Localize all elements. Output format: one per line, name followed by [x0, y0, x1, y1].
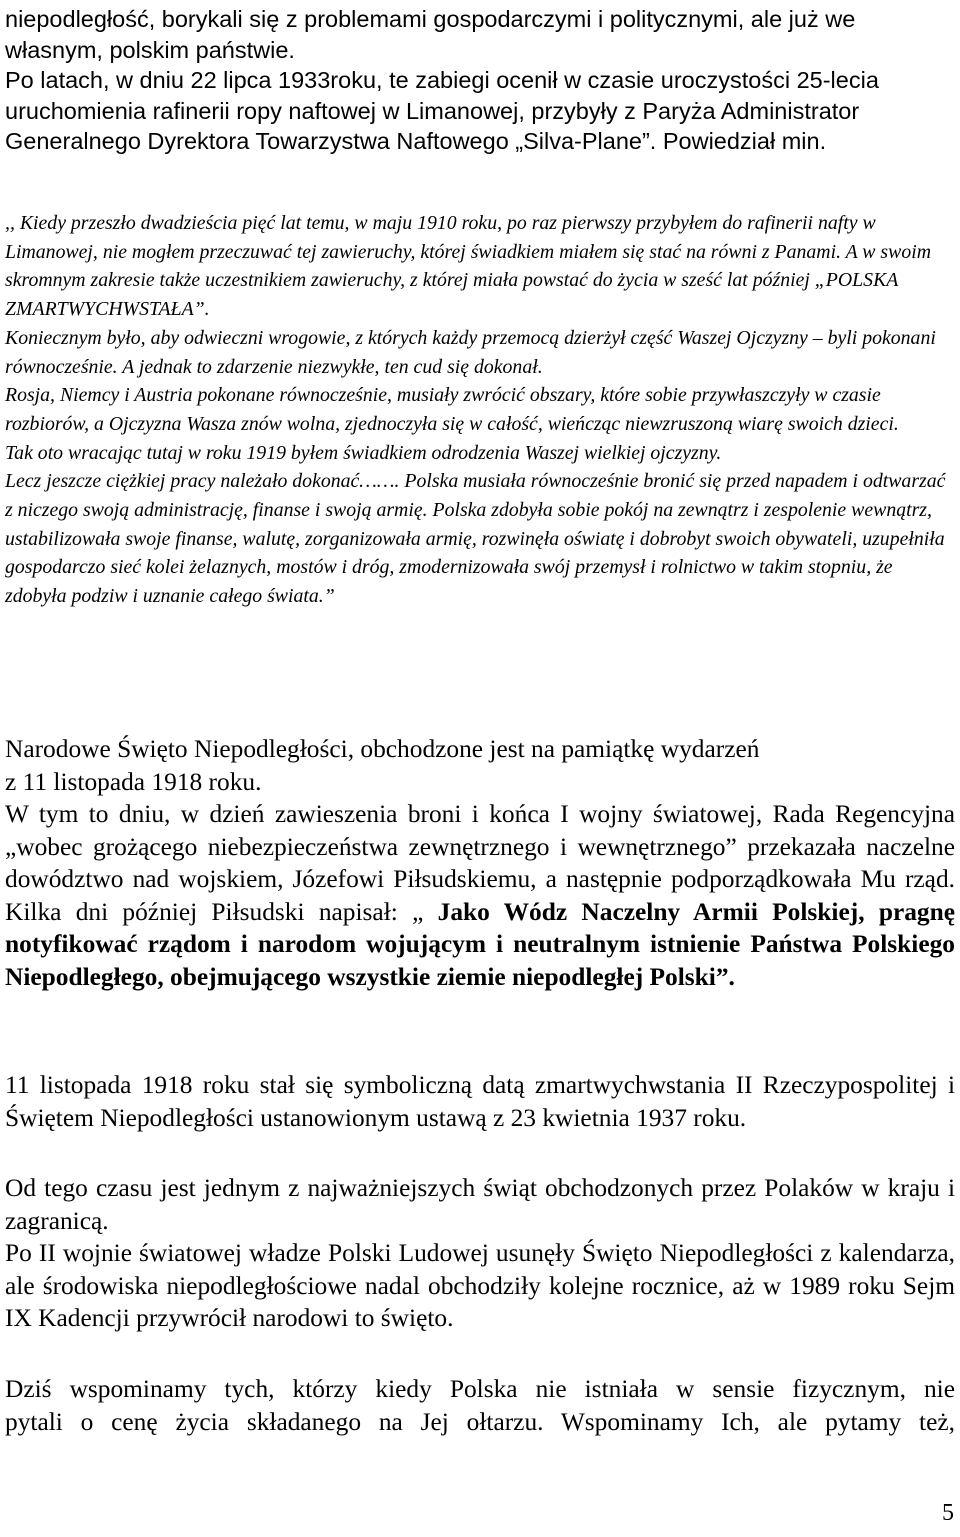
post-war-paragraph — [5, 1237, 955, 1335]
symbolic-date-text: 11 listopada 1918 roku stał się symboliczną datą zmartwychwstania II Rzeczypospolitej i Świętem Niepodległości ustanowionym ustawą z 23 kwietnia 1937 roku. — [5, 1071, 955, 1132]
symbolic-date-paragraph — [5, 1069, 955, 1134]
armistice-bold-quote: Jako Wódz Naczelny Armii Polskiej, pragnę notyfikować rządom i narodom wojującym i neutralnym istnienie Państwa Polskiego Niepodległego, obejmującego wszystkie ziemie niepodległej Polski”. — [5, 897, 955, 991]
holiday-heading-line-1: Narodowe Święto Niepodległości, obchodzone jest na pamiątkę wydarzeń — [5, 735, 760, 763]
quote-paragraph-1: ,, Kiedy przeszło dwadzieścia pięć lat temu, w maju 1910 roku, po raz pierwszy przybyłem do rafinerii nafty w Limanowej, nie mogłem przeczuwać tej zawieruchy, której świadkiem miałem się stać na równi z Panami. A w swoim skromnym zakresie także uczestnikiem zawieruchy, z której miała powstać do życia w sześć lat później „POLSKA ZMARTWYCHWSTAŁA”. — [5, 212, 931, 321]
armistice-text — [5, 798, 955, 993]
holiday-heading-line-2: z 11 listopada 1918 roku. — [5, 767, 262, 796]
quote-section — [5, 209, 955, 611]
quote-paragraph-5: Lecz jeszcze ciężkiej pracy należało dokonać……. Polska musiała równocześnie bronić się przed napadem i odtwarzać z niczego swoją administrację, finanse i swoją armię. Polska zdobyła sobie pokój na zewnątrz i zespolenie wewnątrz, ustabilizowała swoje finanse, walutę, zorganizowała armię, rozwinęła oświatę i dobrobyt swoich obywateli, uzupełniła gospodarczo sieć kolei żelaznych, mostów i dróg, zmodernizowała swój przemysł i rolnictwo w takim stopniu, że zdobyła podziw i uznanie całego świata.” — [5, 470, 946, 608]
remembrance-line-2: pytali o cenę życia składanego na Jej ołtarzu. Wspominamy Ich, ale pytamy też, — [5, 1407, 955, 1436]
armistice-paragraph — [5, 798, 955, 993]
quote-paragraph-2: Koniecznym było, aby odwieczni wrogowie, z których każdy przemocą dzierżył część Waszej Ojczyzny – byli pokonani równocześnie. A jednak to zdarzenie niezwykłe, ten cud się dokonał. — [5, 326, 936, 378]
armistice-plain-text: W tym to dniu, w dzień zawieszenia broni i końca I wojny światowej, Rada Regencyjna „wobec grożącego niebezpieczeństwa zewnętrznego i wewnętrznego” przekazała naczelne dowództwo nad wojskiem, Józefowi Piłsudskiemu, a następnie podporządkowała Mu rząd. Kilka dni później Piłsudski napisał: „ — [5, 800, 955, 926]
page-number: 5 — [942, 1500, 954, 1526]
remembrance-paragraph — [5, 1373, 955, 1438]
celebration-paragraph — [5, 1172, 955, 1237]
intro-section — [5, 4, 955, 157]
intro-paragraph-1: niepodległość, borykali się z problemami gospodarczymi i politycznymi, ale już we własnym, polskim państwie. — [5, 6, 856, 63]
post-war-text: Po II wojnie światowej władze Polski Ludowej usunęły Święto Niepodległości z kalendarza, ale środowiska niepodległościowe nadal obchodziły kolejne rocznice, aż w 1989 roku Sejm IX Kadencji przywrócił narodowi to święto. — [5, 1239, 955, 1332]
holiday-heading-paragraph — [5, 733, 955, 798]
intro-paragraph-2: Po latach, w dniu 22 lipca 1933roku, te zabiegi ocenił w czasie uroczystości 25-lecia uruchomienia rafinerii ropy naftowej w Limanowej, przybyły z Paryża Administrator Generalnego Dyrektora Towarzystwa Naftowego „Silva-Plane”. Powiedział min. — [5, 67, 879, 154]
quote-paragraph-3: Rosja, Niemcy i Austria pokonane równocześnie, musiały zwrócić obszary, które sobie przywłaszczyły w czasie rozbiorów, a Ojczyzna Wasza znów wolna, zjednoczyła się w całość, wieńcząc niewzruszoną wiarę swoich dzieci. — [5, 384, 899, 435]
quote-paragraph-4: Tak oto wracając tutaj w roku 1919 byłem świadkiem odrodzenia Waszej wielkiej ojczyzny. — [5, 441, 722, 464]
remembrance-line-1: Dziś wspominamy tych, którzy kiedy Polska nie istniała w sensie fizycznym, nie — [5, 1375, 955, 1403]
celebration-text: Od tego czasu jest jednym z najważniejszych świąt obchodzonych przez Polaków w kraju i zagranicą. — [5, 1174, 955, 1235]
